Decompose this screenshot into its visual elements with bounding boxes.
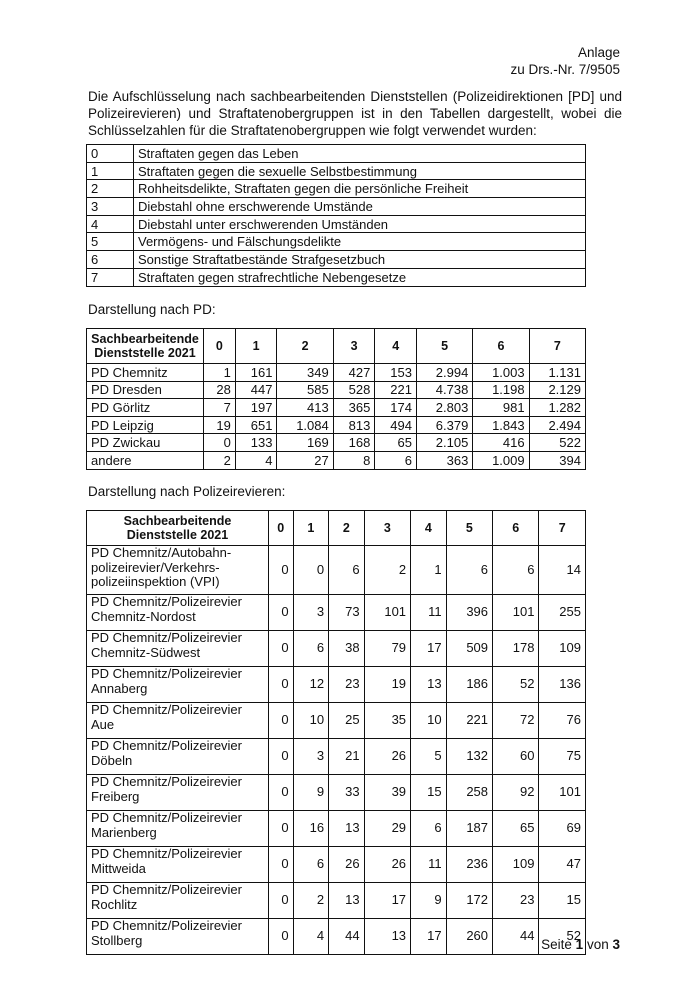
key-code: 2 [87, 180, 134, 198]
count-cell: 29 [364, 811, 410, 847]
count-cell: 186 [446, 667, 492, 703]
count-cell: 178 [493, 631, 539, 667]
count-cell: 416 [473, 434, 529, 452]
count-cell: 4.738 [417, 381, 473, 399]
count-cell: 0 [269, 811, 294, 847]
count-cell: 27 [277, 451, 333, 469]
count-cell: 0 [269, 667, 294, 703]
table-row [87, 364, 586, 382]
count-cell: 44 [493, 919, 539, 955]
count-cell: 522 [529, 434, 585, 452]
count-cell: 2 [293, 883, 329, 919]
count-cell: 6 [329, 546, 365, 595]
count-cell: 1.009 [473, 451, 529, 469]
office-name-cell: andere [87, 451, 204, 469]
count-cell: 2.994 [417, 364, 473, 382]
count-cell: 2 [364, 546, 410, 595]
count-cell: 44 [329, 919, 365, 955]
count-cell: 981 [473, 399, 529, 417]
count-cell: 0 [269, 775, 294, 811]
count-cell: 21 [329, 739, 365, 775]
count-cell: 1.084 [277, 416, 333, 434]
count-cell: 363 [417, 451, 473, 469]
count-cell: 133 [235, 434, 277, 452]
key-label: Straftaten gegen die sexuelle Selbstbestimmung [134, 162, 586, 180]
count-cell: 6.379 [417, 416, 473, 434]
table-row [87, 434, 586, 452]
column-header-group: 6 [493, 511, 539, 546]
key-row [87, 162, 586, 180]
table-row [87, 775, 586, 811]
pd-table [86, 328, 586, 470]
office-name-cell: PD Chemnitz/Polizeirevier Rochlitz [87, 883, 269, 919]
key-row [87, 251, 586, 269]
count-cell: 6 [375, 451, 417, 469]
count-cell: 2.803 [417, 399, 473, 417]
office-name-cell: PD Chemnitz/Polizeirevier Marienberg [87, 811, 269, 847]
column-header-group: 0 [204, 329, 236, 364]
table-row [87, 919, 586, 955]
count-cell: 1.131 [529, 364, 585, 382]
column-header-office: Sachbearbeitende Dienststelle 2021 [87, 511, 269, 546]
office-name-cell: PD Dresden [87, 381, 204, 399]
count-cell: 28 [204, 381, 236, 399]
footer-prefix: Seite [541, 937, 572, 952]
count-cell: 11 [411, 847, 447, 883]
office-name-cell: PD Chemnitz/Polizeirevier Döbeln [87, 739, 269, 775]
count-cell: 1 [411, 546, 447, 595]
count-cell: 76 [539, 703, 586, 739]
count-cell: 23 [329, 667, 365, 703]
count-cell: 1.003 [473, 364, 529, 382]
count-cell: 16 [293, 811, 329, 847]
count-cell: 19 [204, 416, 236, 434]
count-cell: 0 [269, 546, 294, 595]
column-header-group: 4 [375, 329, 417, 364]
count-cell: 136 [539, 667, 586, 703]
column-header-group: 3 [333, 329, 375, 364]
count-cell: 25 [329, 703, 365, 739]
count-cell: 168 [333, 434, 375, 452]
count-cell: 528 [333, 381, 375, 399]
office-name-cell: PD Chemnitz/Polizeirevier Aue [87, 703, 269, 739]
key-code: 4 [87, 215, 134, 233]
column-header-group: 3 [364, 511, 410, 546]
count-cell: 161 [235, 364, 277, 382]
count-cell: 23 [493, 883, 539, 919]
count-cell: 17 [411, 919, 447, 955]
office-name-cell: PD Chemnitz [87, 364, 204, 382]
count-cell: 0 [269, 883, 294, 919]
table-row [87, 451, 586, 469]
footer-page-total: 3 [612, 937, 620, 952]
count-cell: 132 [446, 739, 492, 775]
column-header-office: Sachbearbeitende Dienststelle 2021 [87, 329, 204, 364]
count-cell: 13 [329, 883, 365, 919]
count-cell: 394 [529, 451, 585, 469]
count-cell: 509 [446, 631, 492, 667]
header-reference: zu Drs.-Nr. 7/9505 [510, 62, 620, 77]
count-cell: 52 [493, 667, 539, 703]
count-cell: 4 [293, 919, 329, 955]
count-cell: 6 [293, 631, 329, 667]
count-cell: 0 [269, 703, 294, 739]
office-name-cell: PD Chemnitz/Autobahn-polizeirevier/Verkehrs-polizeiinspektion (VPI) [87, 546, 269, 595]
key-code: 0 [87, 145, 134, 163]
table-row [87, 416, 586, 434]
count-cell: 19 [364, 667, 410, 703]
column-header-group: 1 [235, 329, 277, 364]
count-cell: 1 [204, 364, 236, 382]
count-cell: 39 [364, 775, 410, 811]
count-cell: 0 [293, 546, 329, 595]
key-label: Straftaten gegen das Leben [134, 145, 586, 163]
table-row [87, 399, 586, 417]
count-cell: 585 [277, 381, 333, 399]
count-cell: 12 [293, 667, 329, 703]
count-cell: 14 [539, 546, 586, 595]
table-row [87, 739, 586, 775]
count-cell: 15 [411, 775, 447, 811]
office-name-cell: PD Chemnitz/Polizeirevier Chemnitz-Nordost [87, 595, 269, 631]
count-cell: 413 [277, 399, 333, 417]
key-label: Diebstahl unter erschwerenden Umständen [134, 215, 586, 233]
table-row [87, 595, 586, 631]
table-row [87, 847, 586, 883]
footer-page-number: 1 [575, 937, 584, 952]
key-row [87, 215, 586, 233]
count-cell: 447 [235, 381, 277, 399]
column-header-group: 4 [411, 511, 447, 546]
column-header-group: 5 [446, 511, 492, 546]
count-cell: 236 [446, 847, 492, 883]
intro-paragraph: Die Aufschlüsselung nach sachbearbeitenden Dienststellen (Polizeidirektionen [PD] und Polizeirevieren) und Straftatenobergruppen ist in den Tabellen dargestellt, wobei die Schlüsselzahlen für die Straftatenobergruppen wie folgt verwendet wurden: [88, 89, 622, 138]
count-cell: 0 [269, 739, 294, 775]
count-cell: 17 [364, 883, 410, 919]
key-label: Straftaten gegen strafrechtliche Nebengesetze [134, 268, 586, 286]
key-code: 3 [87, 198, 134, 216]
count-cell: 813 [333, 416, 375, 434]
count-cell: 109 [539, 631, 586, 667]
count-cell: 13 [411, 667, 447, 703]
count-cell: 26 [329, 847, 365, 883]
key-code: 5 [87, 233, 134, 251]
table-row [87, 667, 586, 703]
office-name-cell: PD Chemnitz/Polizeirevier Stollberg [87, 919, 269, 955]
count-cell: 3 [293, 595, 329, 631]
count-cell: 258 [446, 775, 492, 811]
count-cell: 8 [333, 451, 375, 469]
count-cell: 60 [493, 739, 539, 775]
count-cell: 172 [446, 883, 492, 919]
count-cell: 75 [539, 739, 586, 775]
count-cell: 26 [364, 847, 410, 883]
count-cell: 38 [329, 631, 365, 667]
key-code: 7 [87, 268, 134, 286]
count-cell: 0 [269, 631, 294, 667]
office-name-cell: PD Görlitz [87, 399, 204, 417]
count-cell: 72 [493, 703, 539, 739]
key-row [87, 268, 586, 286]
footer-middle: von [586, 937, 609, 952]
table-row [87, 631, 586, 667]
column-header-group: 7 [539, 511, 586, 546]
count-cell: 260 [446, 919, 492, 955]
count-cell: 2.129 [529, 381, 585, 399]
count-cell: 187 [446, 811, 492, 847]
count-cell: 1.198 [473, 381, 529, 399]
count-cell: 47 [539, 847, 586, 883]
office-name-cell: PD Zwickau [87, 434, 204, 452]
count-cell: 65 [375, 434, 417, 452]
table-row [87, 546, 586, 595]
count-cell: 2.494 [529, 416, 585, 434]
key-code: 6 [87, 251, 134, 269]
count-cell: 6 [411, 811, 447, 847]
table-row [87, 703, 586, 739]
count-cell: 174 [375, 399, 417, 417]
column-header-group: 2 [329, 511, 365, 546]
count-cell: 153 [375, 364, 417, 382]
count-cell: 101 [539, 775, 586, 811]
office-name-cell: PD Chemnitz/Polizeirevier Annaberg [87, 667, 269, 703]
key-row [87, 145, 586, 163]
count-cell: 651 [235, 416, 277, 434]
count-cell: 109 [493, 847, 539, 883]
column-header-group: 0 [269, 511, 294, 546]
revier-table [86, 510, 586, 955]
office-name-cell: PD Chemnitz/Polizeirevier Freiberg [87, 775, 269, 811]
count-cell: 2.105 [417, 434, 473, 452]
key-row [87, 233, 586, 251]
count-cell: 5 [411, 739, 447, 775]
count-cell: 101 [493, 595, 539, 631]
count-cell: 35 [364, 703, 410, 739]
table-row [87, 883, 586, 919]
count-cell: 6 [293, 847, 329, 883]
key-label: Vermögens- und Fälschungsdelikte [134, 233, 586, 251]
key-label: Sonstige Straftatbestände Strafgesetzbuch [134, 251, 586, 269]
count-cell: 349 [277, 364, 333, 382]
rv-section-label: Darstellung nach Polizeirevieren: [88, 484, 286, 499]
count-cell: 3 [293, 739, 329, 775]
office-name-cell: PD Leipzig [87, 416, 204, 434]
count-cell: 255 [539, 595, 586, 631]
count-cell: 26 [364, 739, 410, 775]
count-cell: 221 [375, 381, 417, 399]
count-cell: 9 [411, 883, 447, 919]
count-cell: 2 [204, 451, 236, 469]
key-label: Rohheitsdelikte, Straftaten gegen die persönliche Freiheit [134, 180, 586, 198]
count-cell: 0 [269, 595, 294, 631]
column-header-group: 7 [529, 329, 585, 364]
count-cell: 52 [539, 919, 586, 955]
office-name-cell: PD Chemnitz/Polizeirevier Chemnitz-Südwest [87, 631, 269, 667]
count-cell: 15 [539, 883, 586, 919]
count-cell: 11 [411, 595, 447, 631]
count-cell: 1.282 [529, 399, 585, 417]
count-cell: 13 [329, 811, 365, 847]
key-row [87, 180, 586, 198]
count-cell: 494 [375, 416, 417, 434]
count-cell: 92 [493, 775, 539, 811]
count-cell: 6 [446, 546, 492, 595]
count-cell: 169 [277, 434, 333, 452]
count-cell: 221 [446, 703, 492, 739]
count-cell: 33 [329, 775, 365, 811]
count-cell: 396 [446, 595, 492, 631]
page-footer [541, 937, 620, 952]
count-cell: 79 [364, 631, 410, 667]
count-cell: 13 [364, 919, 410, 955]
count-cell: 0 [204, 434, 236, 452]
count-cell: 10 [411, 703, 447, 739]
count-cell: 9 [293, 775, 329, 811]
count-cell: 65 [493, 811, 539, 847]
count-cell: 7 [204, 399, 236, 417]
column-header-group: 2 [277, 329, 333, 364]
count-cell: 6 [493, 546, 539, 595]
pd-section-label: Darstellung nach PD: [88, 302, 216, 317]
count-cell: 0 [269, 847, 294, 883]
key-code: 1 [87, 162, 134, 180]
key-table [86, 144, 586, 287]
count-cell: 4 [235, 451, 277, 469]
column-header-group: 5 [417, 329, 473, 364]
table-row [87, 811, 586, 847]
count-cell: 197 [235, 399, 277, 417]
count-cell: 73 [329, 595, 365, 631]
count-cell: 101 [364, 595, 410, 631]
key-label: Diebstahl ohne erschwerende Umstände [134, 198, 586, 216]
office-name-cell: PD Chemnitz/Polizeirevier Mittweida [87, 847, 269, 883]
table-row [87, 381, 586, 399]
count-cell: 365 [333, 399, 375, 417]
count-cell: 69 [539, 811, 586, 847]
count-cell: 17 [411, 631, 447, 667]
column-header-group: 1 [293, 511, 329, 546]
header-annex: Anlage [577, 45, 620, 60]
column-header-group: 6 [473, 329, 529, 364]
document-header [510, 44, 620, 78]
count-cell: 10 [293, 703, 329, 739]
count-cell: 1.843 [473, 416, 529, 434]
count-cell: 0 [269, 919, 294, 955]
count-cell: 427 [333, 364, 375, 382]
key-row [87, 198, 586, 216]
